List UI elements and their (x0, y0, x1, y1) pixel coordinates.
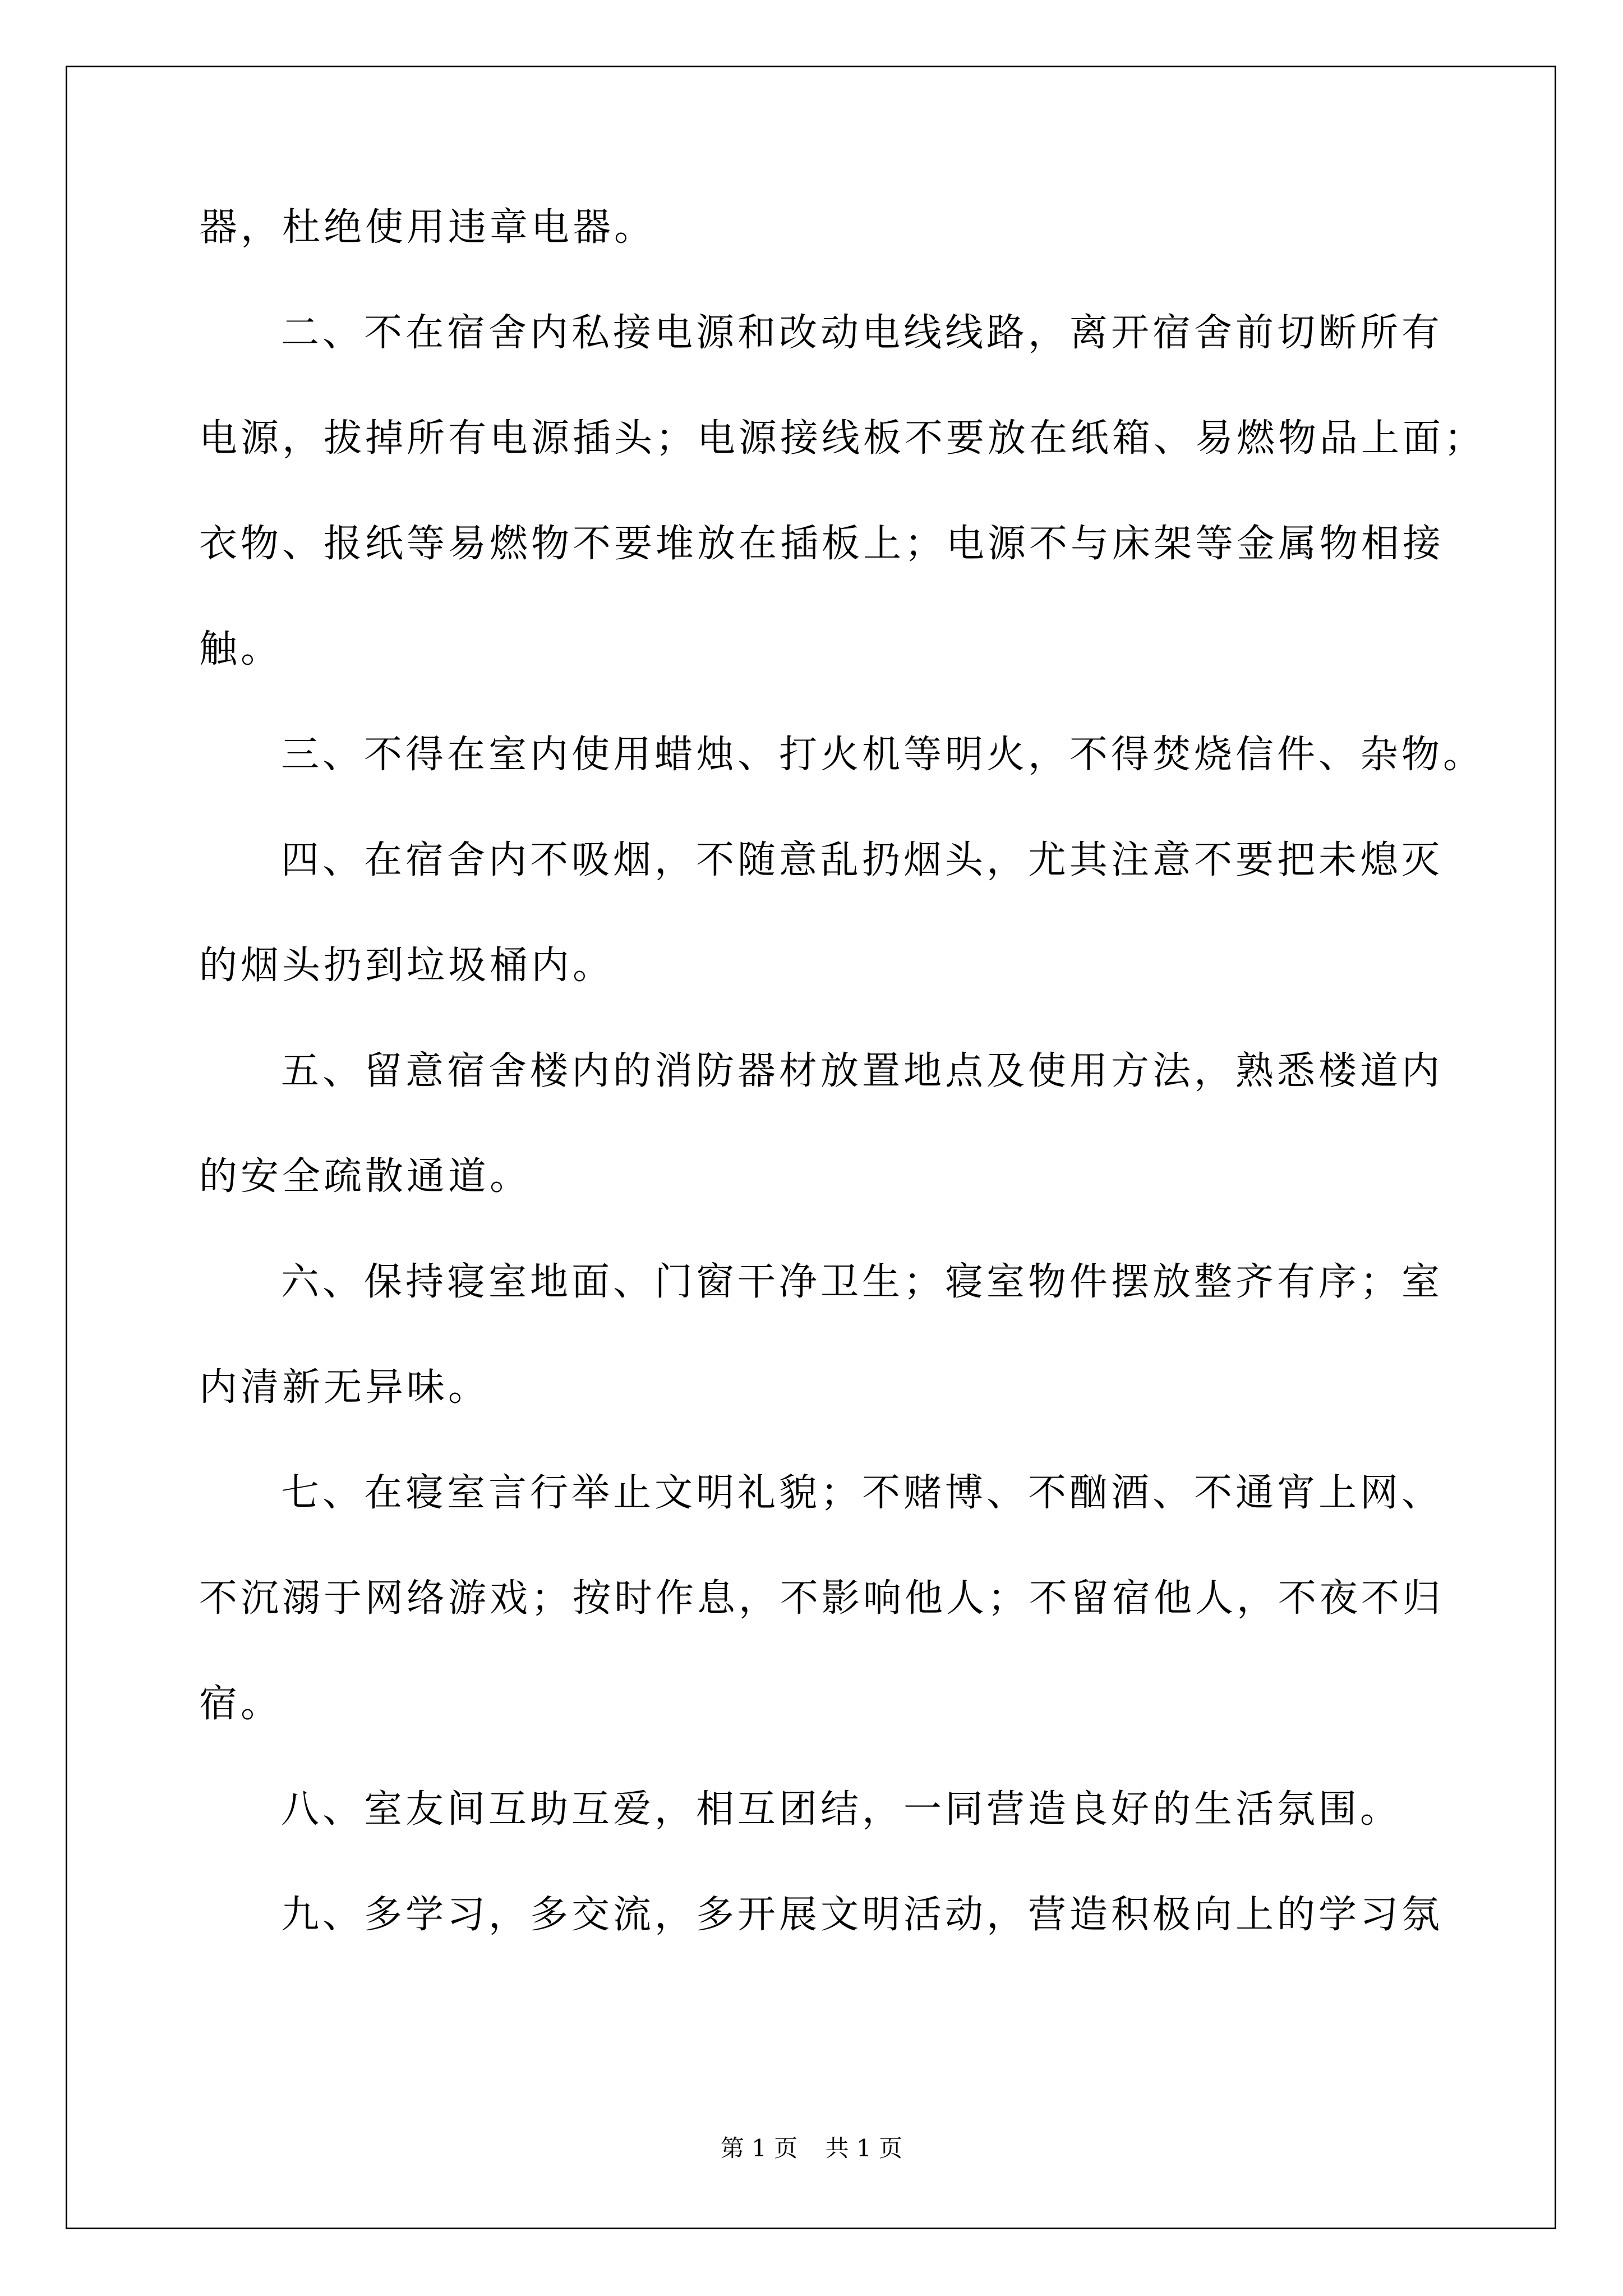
text-line: 五、留意宿舍楼内的消防器材放置地点及使用方法，熟悉楼道内 (281, 1049, 1444, 1093)
text-line: 内清新无异味。 (199, 1365, 490, 1410)
text-line: 四、在宿舍内不吸烟，不随意乱扔烟头，尤其注意不要把未熄灭 (281, 838, 1444, 882)
text-line: 的烟头扔到垃圾桶内。 (199, 944, 615, 988)
text-line: 六、保持寝室地面、门窗干净卫生；寝室物件摆放整齐有序；室 (281, 1260, 1444, 1304)
text-line: 电源，拔掉所有电源插头；电源接线板不要放在纸箱、易燃物品上面； (199, 416, 1486, 461)
text-line: 七、在寝室言行举止文明礼貌；不赌博、不酗酒、不通宵上网、 (281, 1471, 1444, 1515)
text-line: 不沉溺于网络游戏；按时作息，不影响他人；不留宿他人，不夜不归 (199, 1576, 1445, 1621)
text-line: 的安全疏散通道。 (199, 1154, 532, 1199)
text-line: 器，杜绝使用违章电器。 (199, 205, 656, 250)
text-line: 衣物、报纸等易燃物不要堆放在插板上；电源不与床架等金属物相接 (199, 522, 1445, 566)
page-footer (0, 2132, 1623, 2165)
text-line: 八、室友间互助互爱，相互团结，一同营造良好的生活氛围。 (281, 1787, 1402, 1832)
text-line: 宿。 (199, 1682, 283, 1726)
page-number-total: 共 1 页 (825, 2134, 903, 2162)
text-line: 触。 (199, 627, 283, 671)
text-line: 三、不得在室内使用蜡烛、打火机等明火，不得焚烧信件、杂物。 (281, 733, 1485, 777)
page-number-current: 第 1 页 (720, 2134, 798, 2162)
text-line: 二、不在宿舍内私接电源和改动电线线路，离开宿舍前切断所有 (281, 311, 1444, 355)
text-line: 九、多学习，多交流，多开展文明活动，营造积极向上的学习氛 (281, 1893, 1444, 1937)
